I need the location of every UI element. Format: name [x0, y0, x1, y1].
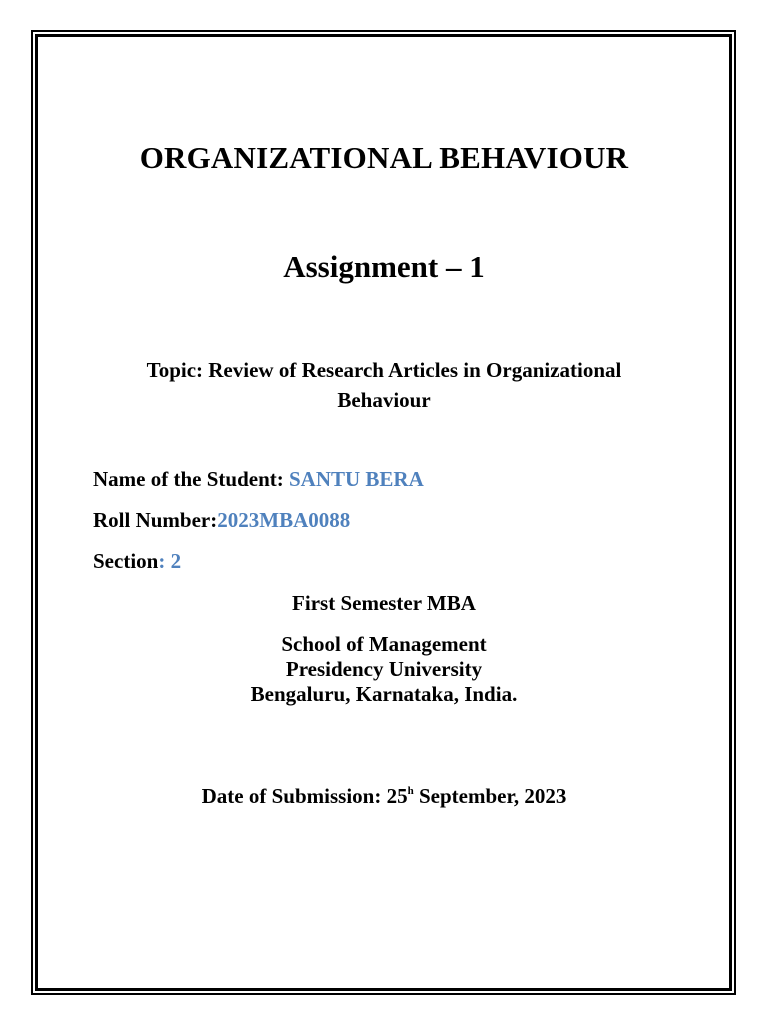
- roll-number-line: [93, 508, 350, 533]
- semester: First Semester MBA: [292, 591, 476, 615]
- submission-date: [0, 784, 768, 809]
- topic-line-2: Behaviour: [337, 388, 431, 412]
- roll-number-value: 2023MBA0088: [217, 508, 351, 532]
- school-name: School of Management: [281, 632, 487, 656]
- submission-date-rest: September, 2023: [413, 784, 567, 808]
- location: Bengaluru, Karnataka, India.: [250, 682, 518, 706]
- submission-date-label: Date of Submission: 25: [201, 784, 408, 808]
- document-title: ORGANIZATIONAL BEHAVIOUR: [139, 140, 629, 175]
- section-label: Section: [93, 549, 159, 573]
- institution-block: [0, 632, 768, 707]
- student-name-line: [93, 467, 424, 492]
- student-name-value: SANTU BERA: [288, 467, 424, 491]
- section-value: : 2: [158, 549, 182, 573]
- section-line: [93, 549, 181, 574]
- roll-number-label: Roll Number:: [93, 508, 218, 532]
- topic: [0, 355, 768, 415]
- assignment-heading: Assignment – 1: [283, 249, 485, 284]
- student-name-label: Name of the Student:: [93, 467, 289, 491]
- university-name: Presidency University: [285, 657, 483, 681]
- submission-date-superscript: h: [407, 785, 414, 797]
- topic-line-1: Topic: Review of Research Articles in Organizational: [146, 358, 622, 382]
